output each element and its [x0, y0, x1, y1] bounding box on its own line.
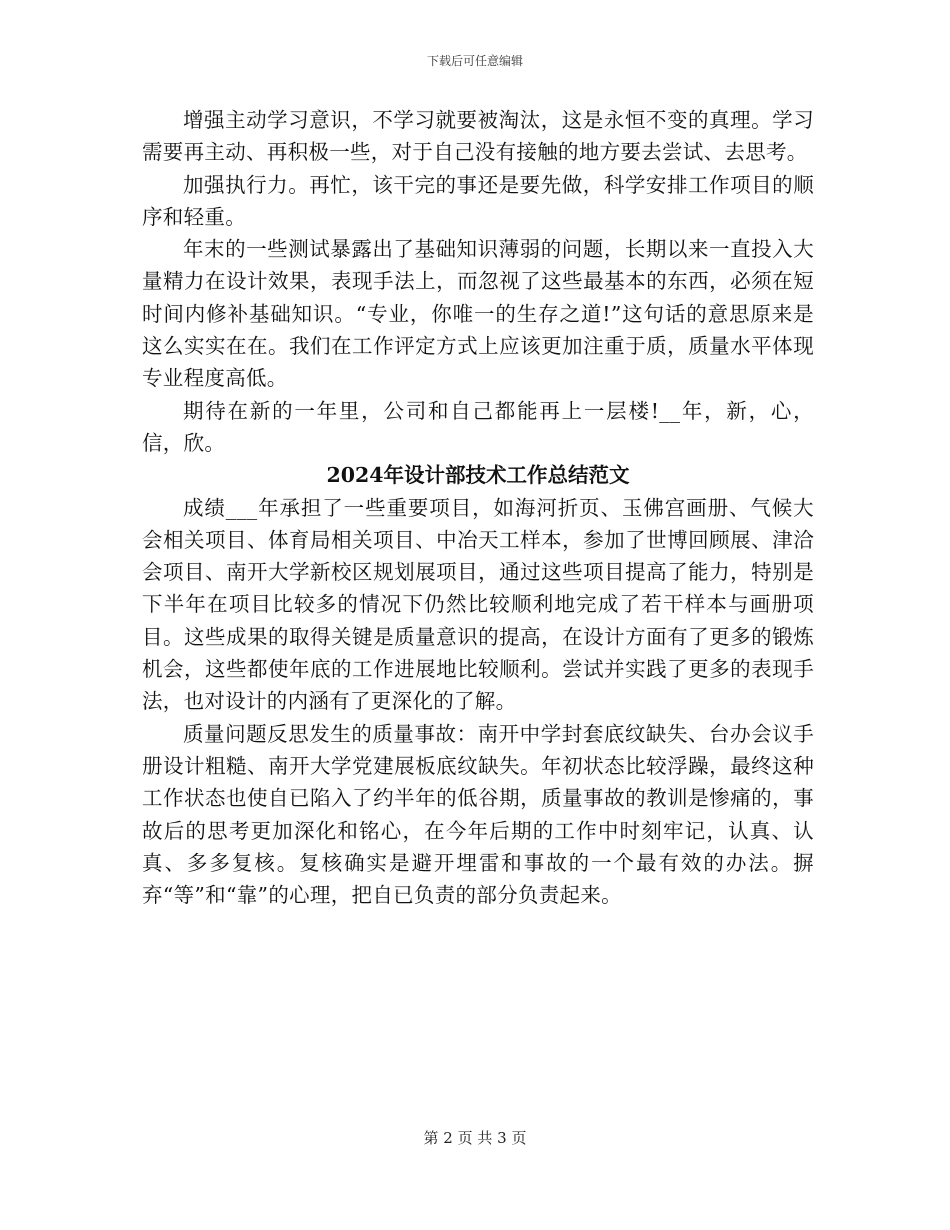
paragraph-learning-awareness: 增强主动学习意识，不学习就要被淘汰，这是永恒不变的真理。学习需要再主动、再积极一些，对于自己没有接触的地方要去尝试、去思考。 [142, 108, 814, 165]
paragraph-basic-knowledge: 年末的一些测试暴露出了基础知识薄弱的问题，长期以来一直投入大量精力在设计效果，表现手法上，而忽视了这些最基本的东西，必须在短时间内修补基础知识。“专业，你唯一的生存之道!”这句话的意思原来是这么实实在在。我们在工作评定方式上应该更加注重于质，质量水平体现专业程度高低。 [142, 237, 814, 391]
paragraph-execution: 加强执行力。再忙，该干完的事还是要先做，科学安排工作项目的顺序和轻重。 [142, 172, 814, 229]
paragraph-expectation: 期待在新的一年里，公司和自己都能再上一层楼!__年，新，心，信，欣。 [142, 398, 814, 455]
paragraph-achievements: 成绩___年承担了一些重要项目，如海河折页、玉佛宫画册、气候大会相关项目、体育局相关项目、中冶天工样本，参加了世博回顾展、津洽会项目、南开大学新校区规划展项目，通过这些项目提高了能力，特别是下半年在项目比较多的情况下仍然比较顺利地完成了若干样本与画册项目。这些成果的取得关键是质量意识的提高，在设计方面有了更多的锻炼机会，这些都使年底的工作进展地比较顺利。尝试并实践了更多的表现手法，也对设计的内涵有了更深化的了解。 [142, 495, 814, 714]
document-body [142, 104, 814, 911]
section-title: 2024年设计部技术工作总结范文 [326, 463, 630, 488]
page-number-footer: 第 2 页 共 3 页 [423, 1129, 527, 1147]
page-header-note: 下载后可任意编辑 [426, 54, 523, 68]
paragraph-quality-reflection: 质量问题反思发生的质量事故：南开中学封套底纹缺失、台办会议手册设计粗糙、南开大学党建展板底纹缺失。年初状态比较浮躁，最终这种工作状态也使自已陷入了约半年的低谷期，质量事故的教训是惨痛的，事故后的思考更加深化和铭心，在今年后期的工作中时刻牢记，认真、认真、多多复核。复核确实是避开埋雷和事故的一个最有效的办法。摒弃“等”和“靠”的心理，把自已负责的部分负责起来。 [142, 721, 814, 908]
